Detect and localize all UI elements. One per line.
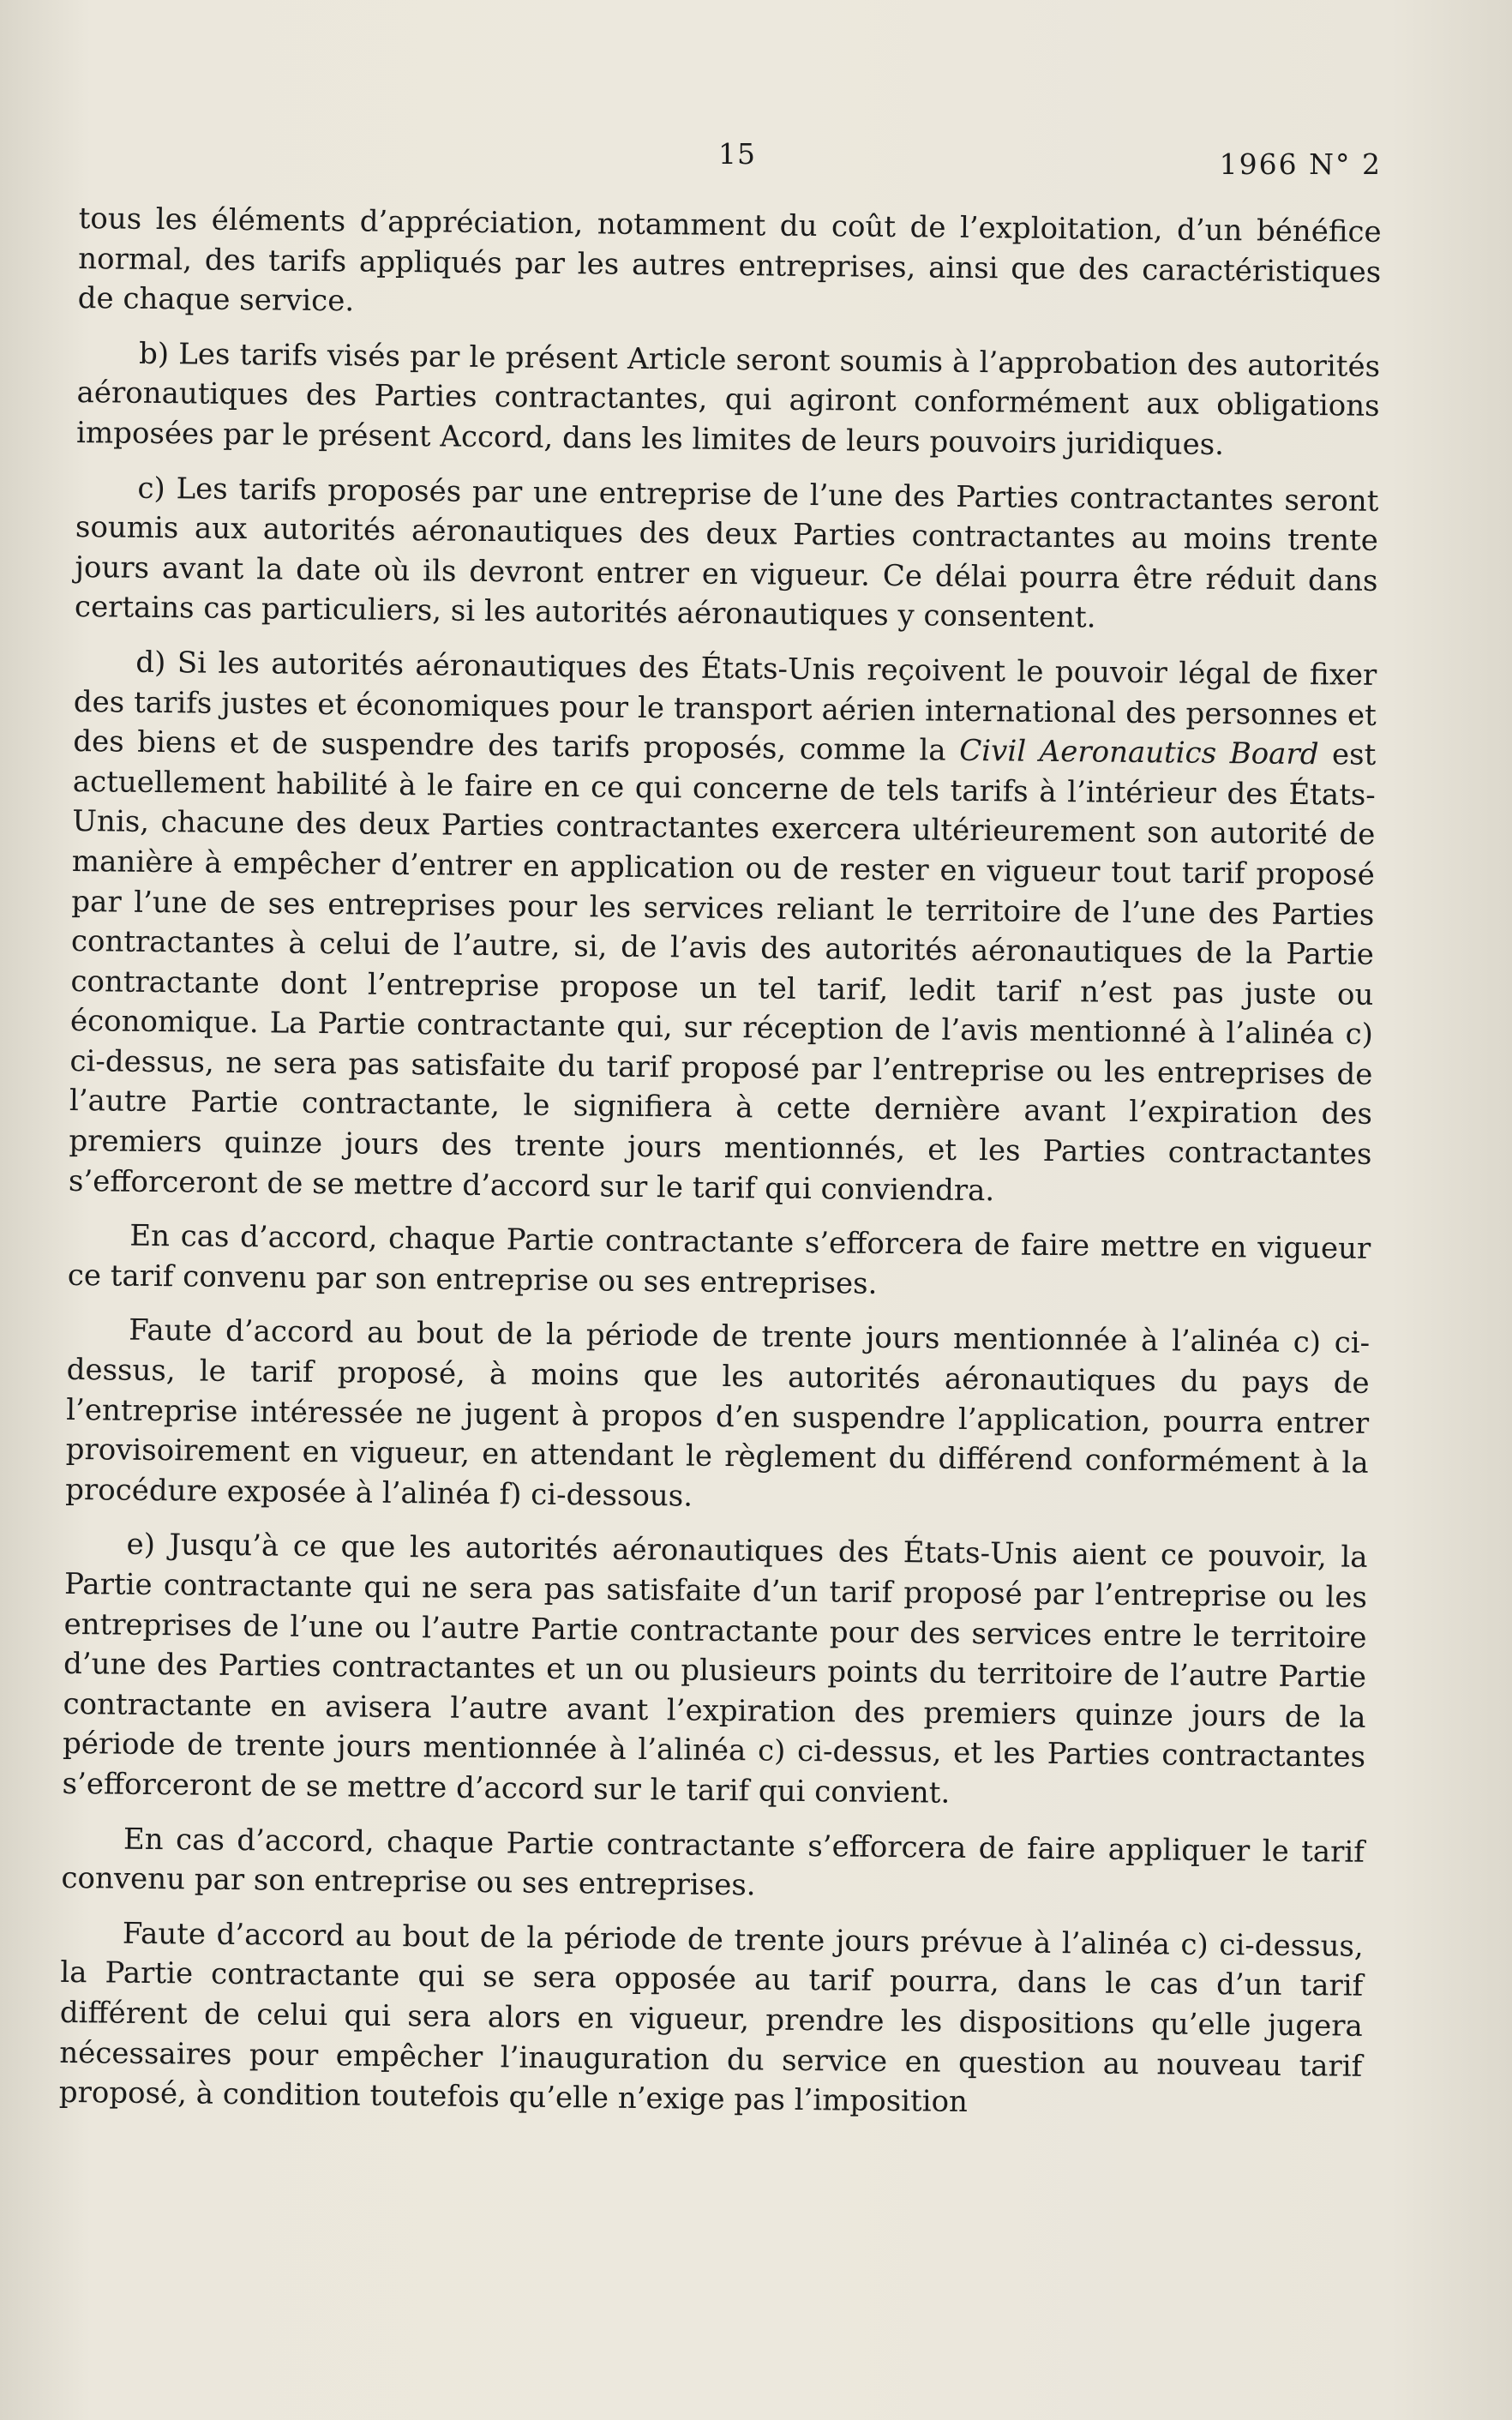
paragraph-c: c) Les tarifs proposés par une entreprise de l’une des Parties contractantes seront soumis aux autorités aéronautiques des deux Parties contractantes au moins trente jours avant la date où ils devront entrer en vigueur. Ce délai pourra être réduit dans certains cas particuliers, si les autorités aéronautiques y consentent.	[74, 471, 1379, 635]
paragraph-b: b) Les tarifs visés par le présent Article seront soumis à l’approbation des autorités aéronautiques des Parties contractantes, qui agiront conformément aux obligations imposées par le présent Accord, dans les limites de leurs pouvoirs juridiques.	[75, 336, 1381, 462]
paragraph-d-text-before: d) Si les autorités aéronautiques des États-Unis reçoivent le pouvoir légal de fixer des tarifs justes et économiques pour le transport aérien international des personnes et des biens et de suspendre des tarifs proposés, comme la	[73, 645, 1377, 768]
body-text	[58, 199, 1381, 2141]
paragraph-continuation: tous les éléments d’appréciation, notamment du coût de l’exploitation, d’un bénéfice normal, des tarifs appliqués par les autres entreprises, ainsi que des caractéristiques de chaque service.	[77, 201, 1382, 319]
page-header	[0, 137, 1512, 189]
paragraph-d-agreement: En cas d’accord, chaque Partie contractante s’efforcera de faire mettre en vigueur ce tarif convenu par son entreprise ou ses entreprises.	[67, 1218, 1371, 1301]
civil-aeronautics-board-name: Civil Aeronautics Board	[959, 733, 1319, 772]
paragraph-d	[69, 642, 1377, 1215]
paragraph-e-no-agreement: Faute d’accord au bout de la période de trente jours prévue à l’alinéa c) ci-dessus, la Partie contractante qui se sera opposée au tarif pourra, dans le cas d’un tarif différent de celui qui sera alors en vigueur, prendre les dispositions qu’elle jugera nécessaires pour empêcher l’inauguration du service en question au nouveau tarif proposé, à condition toutefois qu’elle n’exige pas l’imposition	[58, 1916, 1364, 2120]
paragraph-e-agreement: En cas d’accord, chaque Partie contractante s’efforcera de faire appliquer le tarif convenu par son entreprise ou ses entreprises.	[61, 1822, 1365, 1903]
paragraph-d-no-agreement: Faute d’accord au bout de la période de trente jours mentionnée à l’alinéa c) ci-dessus, le tarif proposé, à moins que les autorités aéronautiques du pays de l’entreprise intéressée ne jugent à propos d’en suspendre l’application, pourra entrer provisoirement en vigueur, en attendant le règlement du différend conformément à la procédure exposée à l’alinéa f) ci-dessous.	[65, 1313, 1371, 1514]
document-id: 1966 N° 2	[1219, 147, 1382, 181]
page-number: 15	[718, 137, 756, 171]
paragraph-e: e) Jusqu’à ce que les autorités aéronautiques des États-Unis aient ce pouvoir, la Partie contractante qui ne sera pas satisfaite d’un tarif proposé par l’entreprise ou les entreprises de l’une ou l’autre Partie contractante pour des services entre le territoire d’une des Parties contractantes et un ou plusieurs points du territoire de l’autre Partie contractante en avisera l’autre avant l’expiration des premiers quinze jours de la période de trente jours mentionnée à l’alinéa c) ci-dessus, et les Parties contractantes s’efforceront de se mettre d’accord sur le tarif qui convient.	[62, 1528, 1368, 1810]
paragraph-d-text-after: est actuellement habilité à le faire en ce qui concerne de tels tarifs à l’intérieur des États-Unis, chacune des deux Parties contractantes exercera ultérieurement son autorité de manière à empêcher d’entrer en application ou de rester en vigueur tout tarif proposé par l’une de ses entreprises pour les services reliant le territoire de l’une des Parties contractantes à celui de l’autre, si, de l’avis des autorités aéronautiques de la Partie contractante dont l’entreprise propose un tel tarif, ledit tarif n’est pas juste ou économique. La Partie contractante qui, sur réception de l’avis mentionné à l’alinéa c) ci-dessus, ne sera pas satisfaite du tarif proposé par l’entreprise ou les entreprises de l’autre Partie contractante, le signifiera à cette dernière avant l’expiration des premiers quinze jours des trente jours mentionnés, et les Parties contractantes s’efforceront de se mettre d’accord sur le tarif qui conviendra.	[68, 737, 1377, 1208]
